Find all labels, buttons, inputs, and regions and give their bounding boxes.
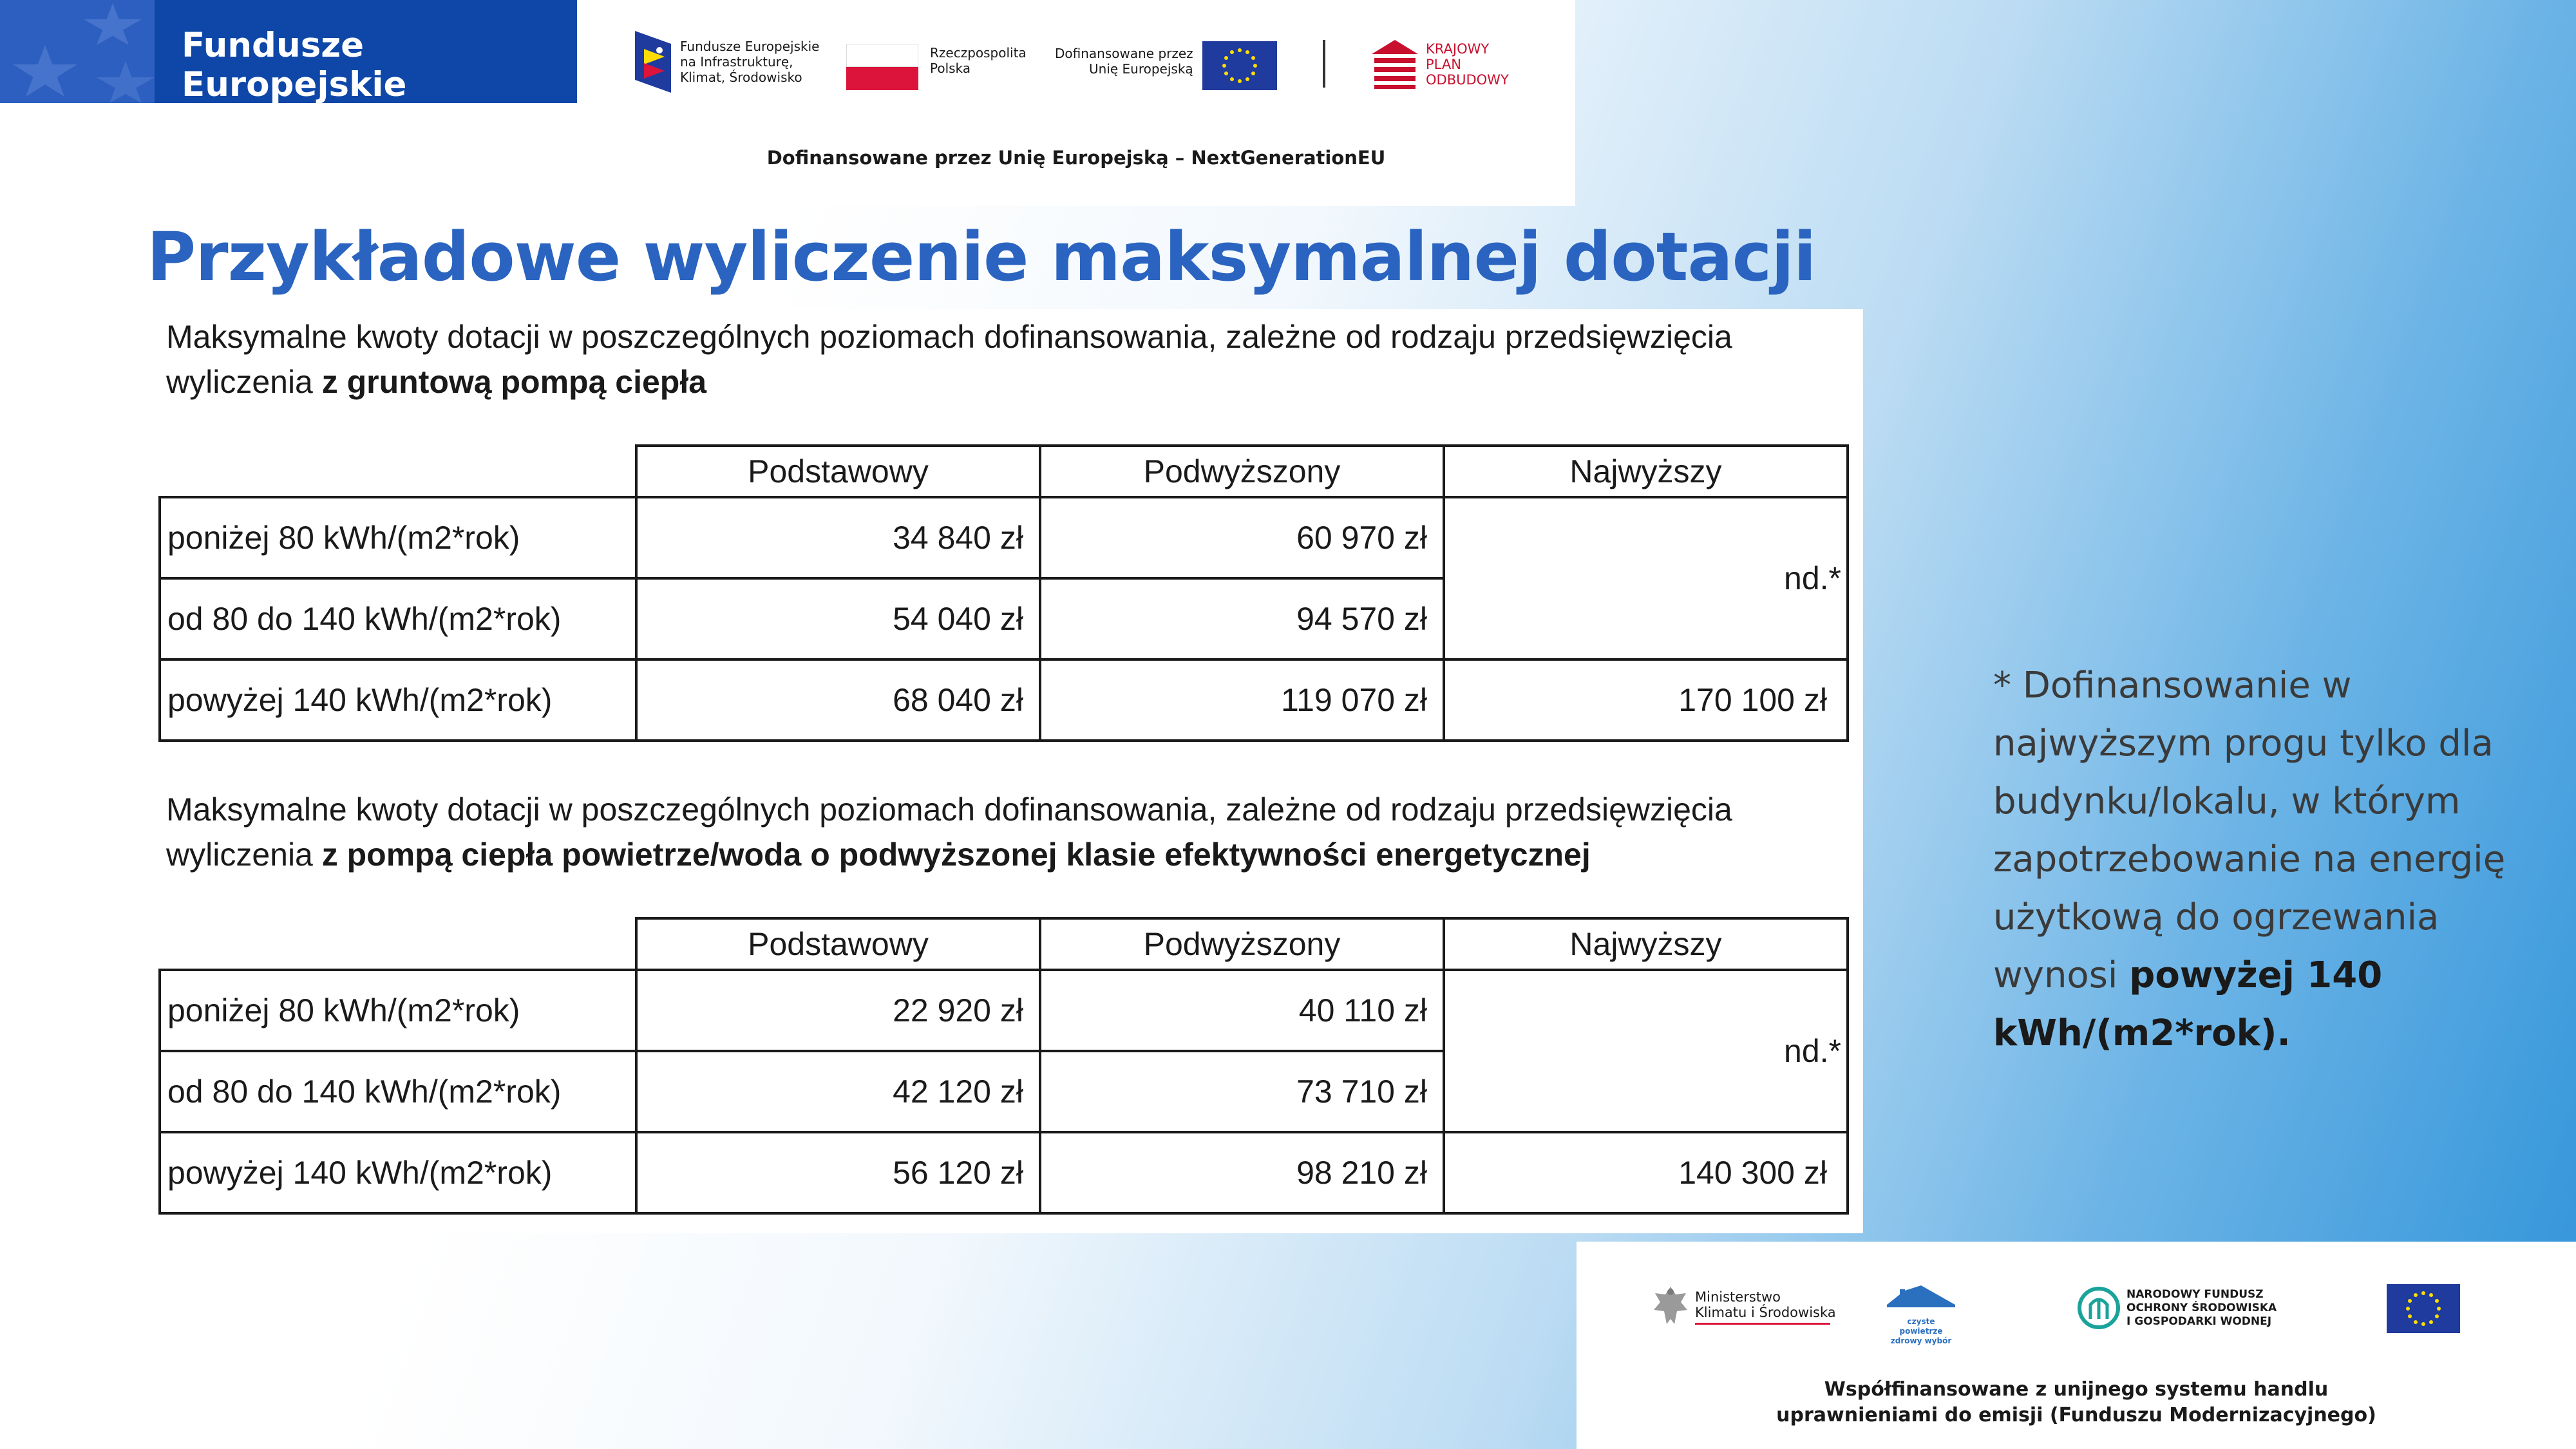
header-podstawowy: Podstawowy (636, 918, 1040, 970)
fundusze-europejskie-banner (0, 0, 577, 103)
side-note-text: * Dofinansowanie w najwyższym progu tylko dla budynku/lokalu, w którym zapotrzebowanie na energię użytkową do ogrzewania wynosi (1993, 665, 2506, 996)
kpo-icon (1372, 40, 1418, 89)
bottom-logo-strip (1577, 1242, 2576, 1449)
bottom-caption (1577, 1377, 2576, 1428)
eu-flag-icon (1202, 41, 1277, 90)
side-note-bold: powyżej 140 kWh/(m2*rok). (1993, 954, 2383, 1054)
fe-logo-line: Fundusze Europejskie (680, 39, 820, 54)
top-caption: Dofinansowane przez Unię Europejską – NextGenerationEU (766, 147, 1386, 169)
rp-logo-line: Rzeczpospolita (930, 45, 1027, 61)
row-label: powyżej 140 kWh/(m2*rok) (160, 659, 636, 741)
value-podstawowy: 42 120 zł (636, 1051, 1040, 1132)
content-panel (147, 309, 1863, 1233)
value-podstawowy: 68 040 zł (636, 659, 1040, 741)
nfosigw-emblem-icon (2078, 1287, 2120, 1329)
krajowy-plan-odbudowy-logo (1372, 40, 1509, 89)
eu-logo-line: Dofinansowane przez (1055, 46, 1193, 61)
table-header-row (160, 446, 1848, 497)
value-podwyzszony: 60 970 zł (1040, 497, 1444, 578)
bottom-caption-line: Współfinansowane z unijnego systemu handlu (1824, 1378, 2329, 1401)
eu-flag-icon (2387, 1284, 2460, 1333)
side-note (1993, 657, 2521, 1063)
kpo-logo-line: PLAN (1426, 57, 1461, 72)
table-row (160, 1132, 1848, 1213)
nfosigw-logo-line: NARODOWY FUNDUSZ (2126, 1287, 2264, 1301)
section-desc-bold: z pompą ciepła powietrze/woda o podwyższonej klasie efektywności energetycznej (321, 837, 1591, 873)
eagle-emblem-icon (1651, 1284, 1690, 1329)
row-label: poniżej 80 kWh/(m2*rok) (160, 970, 636, 1051)
fe-flag-icon (635, 31, 671, 93)
value-podstawowy: 54 040 zł (636, 578, 1040, 659)
ministry-red-rule (1695, 1323, 1830, 1325)
value-podwyzszony: 40 110 zł (1040, 970, 1444, 1051)
section-2-description (166, 787, 1853, 877)
kpo-logo-line: ODBUDOWY (1426, 72, 1509, 88)
fe-logo-line: na Infrastrukturę, (680, 54, 793, 70)
value-najwyzszy-nd: nd.* (1444, 970, 1848, 1132)
header-podstawowy: Podstawowy (636, 446, 1040, 497)
czyste-logo-line: zdrowy wybór (1890, 1336, 1952, 1345)
section-desc-bold: z gruntową pompą ciepła (321, 364, 707, 400)
value-najwyzszy: 140 300 zł (1444, 1132, 1848, 1213)
row-label: powyżej 140 kWh/(m2*rok) (160, 1132, 636, 1213)
page-title: Przykładowe wyliczenie maksymalnej dotacji (147, 218, 1816, 296)
header-blank-cell (160, 446, 636, 497)
ministerstwo-klimatu-logo (1651, 1284, 1836, 1329)
value-podwyzszony: 94 570 zł (1040, 578, 1444, 659)
section-desc-text: Maksymalne kwoty dotacji w poszczególnych poziomach dofinansowania, zależne od rodzaju przedsięwzięcia wyliczenia (166, 319, 1732, 400)
row-label: od 80 do 140 kWh/(m2*rok) (160, 578, 636, 659)
header-najwyzszy: Najwyższy (1444, 446, 1848, 497)
eu-cofinanced-logo (1055, 41, 1277, 90)
nfosigw-logo (2078, 1287, 2277, 1329)
header-blank-cell (160, 918, 636, 970)
value-najwyzszy: 170 100 zł (1444, 659, 1848, 741)
row-label: poniżej 80 kWh/(m2*rok) (160, 497, 636, 578)
header-podwyzszony: Podwyższony (1040, 918, 1444, 970)
value-podwyzszony: 119 070 zł (1040, 659, 1444, 741)
bottom-caption-line: uprawnieniami do emisji (Funduszu Modernizacyjnego) (1776, 1404, 2376, 1426)
stars-decoration (0, 0, 155, 103)
table-row (160, 970, 1848, 1051)
polish-flag-icon (846, 44, 918, 90)
house-icon (1887, 1285, 1955, 1314)
czyste-powietrze-logo (1886, 1285, 1956, 1346)
rzeczpospolita-polska-logo (846, 44, 1027, 90)
logo-divider (1323, 40, 1325, 88)
header-podwyzszony: Podwyższony (1040, 446, 1444, 497)
nfosigw-logo-line: I GOSPODARKI WODNEJ (2126, 1314, 2272, 1328)
top-logo-strip (577, 0, 1575, 206)
row-label: od 80 do 140 kWh/(m2*rok) (160, 1051, 636, 1132)
table-row (160, 659, 1848, 741)
section-desc-text: Maksymalne kwoty dotacji w poszczególnych poziomach dofinansowania, zależne od rodzaju przedsięwzięcia wyliczenia (166, 791, 1732, 873)
value-podstawowy: 22 920 zł (636, 970, 1040, 1051)
value-podstawowy: 34 840 zł (636, 497, 1040, 578)
ministry-logo-line: Klimatu i Środowiska (1695, 1304, 1836, 1320)
table-row (160, 497, 1848, 578)
grant-table-1 (158, 444, 1849, 742)
kpo-logo-line: KRAJOWY (1426, 41, 1490, 57)
fe-logo-line: Klimat, Środowisko (680, 70, 802, 85)
section-1-description (166, 314, 1853, 404)
rp-logo-line: Polska (930, 61, 971, 76)
grant-table-2 (158, 917, 1849, 1215)
fe-infrastruktura-logo (635, 31, 819, 93)
header-najwyzszy: Najwyższy (1444, 918, 1848, 970)
value-najwyzszy-nd: nd.* (1444, 497, 1848, 659)
value-podwyzszony: 73 710 zł (1040, 1051, 1444, 1132)
nfosigw-logo-line: OCHRONY ŚRODOWISKA (2126, 1301, 2277, 1314)
eu-logo-line: Unię Europejską (1088, 61, 1193, 77)
table-header-row (160, 918, 1848, 970)
brand-title: Fundusze Europejskie (182, 26, 407, 103)
value-podstawowy: 56 120 zł (636, 1132, 1040, 1213)
czyste-logo-line: czyste powietrze (1899, 1317, 1943, 1336)
value-podwyzszony: 98 210 zł (1040, 1132, 1444, 1213)
ministry-logo-line: Ministerstwo (1695, 1289, 1781, 1305)
